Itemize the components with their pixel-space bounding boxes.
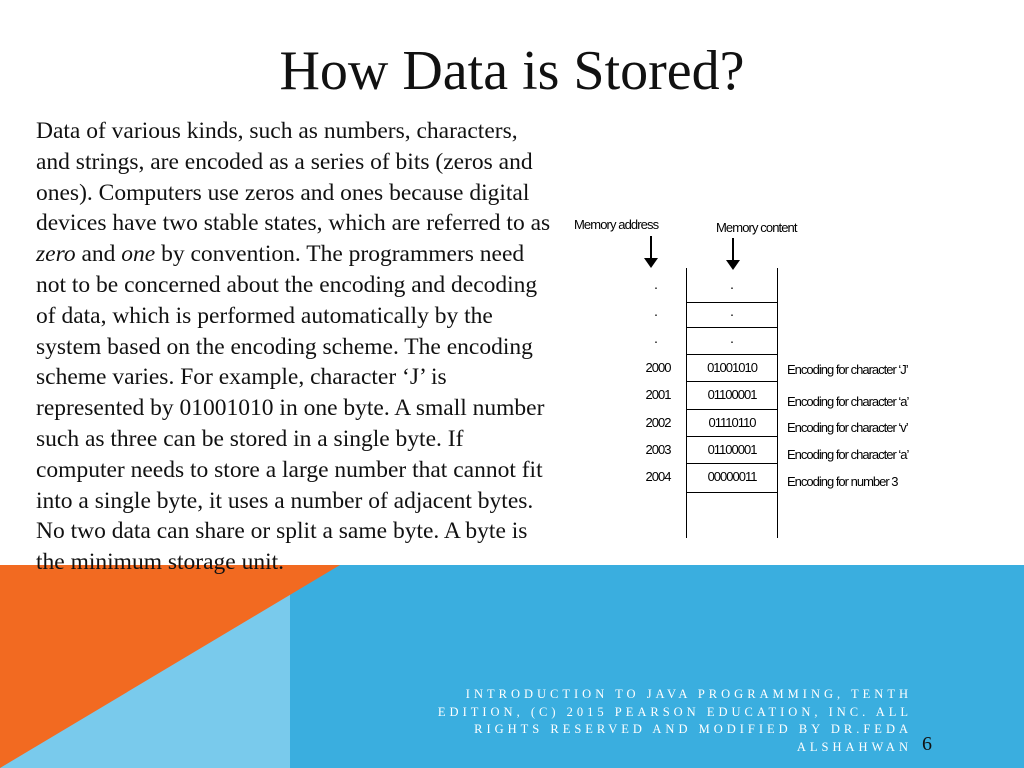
footer-line-4: ALSHAHWAN — [796, 739, 912, 754]
footer-line-2: EDITION, (C) 2015 PEARSON EDUCATION, INC. ALL — [437, 704, 912, 719]
body-paragraph — [36, 116, 556, 578]
content-ellipsis-dot: . — [730, 332, 734, 347]
memory-description-2001: Encoding for character ‘a’ — [787, 394, 909, 409]
memory-address-2000: 2000 — [645, 360, 671, 375]
footer-copyright — [420, 686, 912, 756]
body-text-one: one — [121, 241, 156, 268]
memory-column-right-border — [777, 268, 778, 538]
memory-address-2003: 2003 — [645, 442, 671, 457]
memory-content-header: Memory content — [716, 220, 797, 235]
background-orange-triangle — [0, 565, 340, 768]
memory-row-divider — [686, 436, 777, 437]
address-ellipsis-dot: . — [654, 278, 658, 293]
memory-description-2000: Encoding for character ‘J’ — [787, 362, 908, 377]
memory-address-header: Memory address — [574, 217, 659, 232]
memory-description-2003: Encoding for character ‘a’ — [787, 447, 909, 462]
body-text-and: and — [75, 241, 122, 268]
memory-content-2000: 01001010 — [707, 360, 757, 375]
content-ellipsis-dot: . — [730, 278, 734, 293]
memory-row-divider — [686, 492, 777, 493]
memory-content-2004: 00000011 — [707, 469, 757, 484]
memory-row-divider — [686, 302, 777, 303]
body-text-part2: by convention. The programmers need not to be concerned about the encoding and decoding of data, which is performed automatically by the system based on the encoding scheme. The encoding scheme varies. For example, character ‘J’ is represented by 01001010 in one byte. A small number such as three can be stored in a single byte. If computer needs to store a large number that cannot fit into a single byte, it uses a number of adjacent bytes. No two data can share or split a same byte. A byte is the minimum storage unit. — [36, 241, 545, 576]
content-arrow-icon — [732, 238, 734, 268]
body-text-part1: Data of various kinds, such as numbers, characters, and strings, are encoded as a series of bits (zeros and ones). Computers use zeros and ones because digital devices have two stable states, which are referred to as — [36, 118, 551, 237]
slide-title: How Data is Stored? — [279, 40, 745, 102]
memory-address-2004: 2004 — [645, 469, 671, 484]
memory-row-divider — [686, 409, 777, 410]
memory-row-divider — [686, 463, 777, 464]
address-ellipsis-dot: . — [654, 305, 658, 320]
memory-address-2002: 2002 — [645, 415, 671, 430]
memory-content-2003: 01100001 — [707, 442, 757, 457]
memory-row-divider — [686, 327, 777, 328]
footer-line-3: RIGHTS RESERVED AND MODIFIED BY DR.FEDA — [474, 722, 912, 736]
memory-row-divider — [686, 381, 777, 382]
footer-line-1: INTRODUCTION TO JAVA PROGRAMMING, TENTH — [465, 687, 912, 701]
memory-row-divider — [686, 354, 777, 355]
page-number: 6 — [922, 733, 932, 755]
memory-description-2002: Encoding for character ‘v’ — [787, 420, 908, 435]
content-ellipsis-dot: . — [730, 305, 734, 320]
body-text-zero: zero — [36, 241, 76, 268]
memory-content-2001: 01100001 — [707, 387, 757, 402]
memory-address-2001: 2001 — [645, 387, 671, 402]
address-arrow-icon — [650, 236, 652, 266]
memory-description-2004: Encoding for number 3 — [787, 474, 898, 489]
memory-column-left-border — [686, 268, 687, 538]
address-ellipsis-dot: . — [654, 332, 658, 347]
memory-content-2002: 01110110 — [708, 415, 756, 430]
